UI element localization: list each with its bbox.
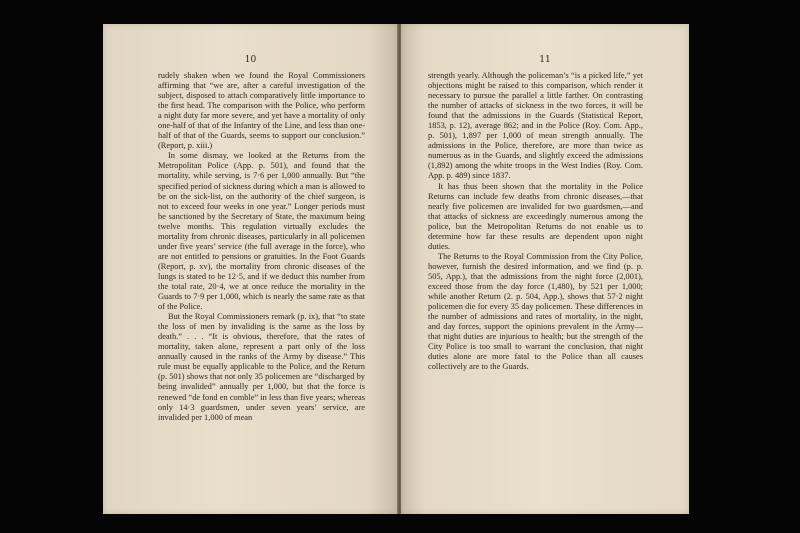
page-body-text xyxy=(158,71,365,423)
page-number: 11 xyxy=(539,55,551,65)
paragraph: The Returns to the Royal Commission from the City Police, however, furnish the desired information, and we find (p. p. 505, App.), that the admissions from the night force (2,001), exceed those from the day force (1,480), by 521 per 1,000; while another Return (2. p. 504, App.), shows that 57·2 night policemen die for every 35 day policemen. These differences in the number of admissions and rates of mortality, in the night, and day forces, support the opinions prevalent in the Army—that night duties are injurious to health; but the strength of the City Police is too small to warrant the conclusion, that night duties alone are more fatal to the Police than all causes collectively are to the Guards. xyxy=(428,251,643,372)
page-number: 10 xyxy=(244,55,257,65)
page-body-text xyxy=(428,71,643,372)
paragraph: In some dismay, we looked at the Returns from the Metropolitan Police (App. p. 501), and found that the mortality, while serving, is 7·6 per 1,000 annually. But “the specified period of sickness during which a man is allowed to be on the sick-list, on the authority of the chief surgeon, is not to exceed four weeks in one year.” Longer periods must be sanctioned by the Secretary of State, the maximum being twelve months. This regulation virtually excludes the mortality from chronic diseases, particularly in all policemen under five years’ service (the full average in the force), who are not entitled to pensions or gratuities. In the Foot Guards (Report, p. xv), the mortality from chronic diseases of the lungs is stated to be 12·5, and if we deduct this number from the total rate, 20·4, we at once reduce the mortality in the Guards to 7·9 per 1,000, which is nearly the same rate as that of the Police. xyxy=(158,151,365,312)
paragraph: But the Royal Commissioners remark (p. ix), that “to state the loss of men by invaliding is the same as the loss by death.” . . . “It is obvious, therefore, that the rates of mortality, taken alone, represent a part only of the loss annually caused in the ranks of the Army by disease.” This rule must be equally applicable to the Police, and the Return (p. 501) shows that not only 35 policemen are “discharged by being invalided” annually per 1,000, but that the force is renewed “de fond en comble” in less than five years; whereas only 14·3 guardsmen, under seven years’ service, are invalided per 1,000 of mean xyxy=(158,312,365,422)
paragraph: It has thus been shown that the mortality in the Police Returns can include few deaths from chronic diseases,—that nearly five policemen are invalided for two guardsmen,—and that attacks of sickness are exceedingly numerous among the police, but the Metropolitan Returns do not enable us to determine how far these results are dependent upon night duties. xyxy=(428,181,643,251)
open-pamphlet xyxy=(103,24,689,514)
left-page xyxy=(103,24,398,514)
right-page xyxy=(401,24,689,514)
paragraph: rudely shaken when we found the Royal Commissioners affirming that “we are, after a careful investigation of the subject, disposed to attach comparatively little importance to the first head. The comparison with the Police, who perform a night duty far more severe, and yet have a mortality of only one-half of that of the Infantry of the Line, and less than one-half of that of the Guards, seems to support our conclusion.” (Report, p. xiii.) xyxy=(158,71,365,151)
paragraph: strength yearly. Although the policeman’s “is a picked life,” yet objections might be raised to this comparison, which render it necessary to pursue the parallel a little farther. On contrasting the number of attacks of sickness in the two forces, it will be found that the admissions in the Guards (Statistical Report, 1853, p. 12), average 862; and in the Police (Roy. Com. App., p. 501), 1,897 per 1,000 of mean strength annually. The admissions in the Police, therefore, are more than twice as numerous as in the Guards, and slightly exceed the admissions (1,892) among the white troops in the West Indies (Roy. Com. App. p. 489) since 1837. xyxy=(428,71,643,181)
